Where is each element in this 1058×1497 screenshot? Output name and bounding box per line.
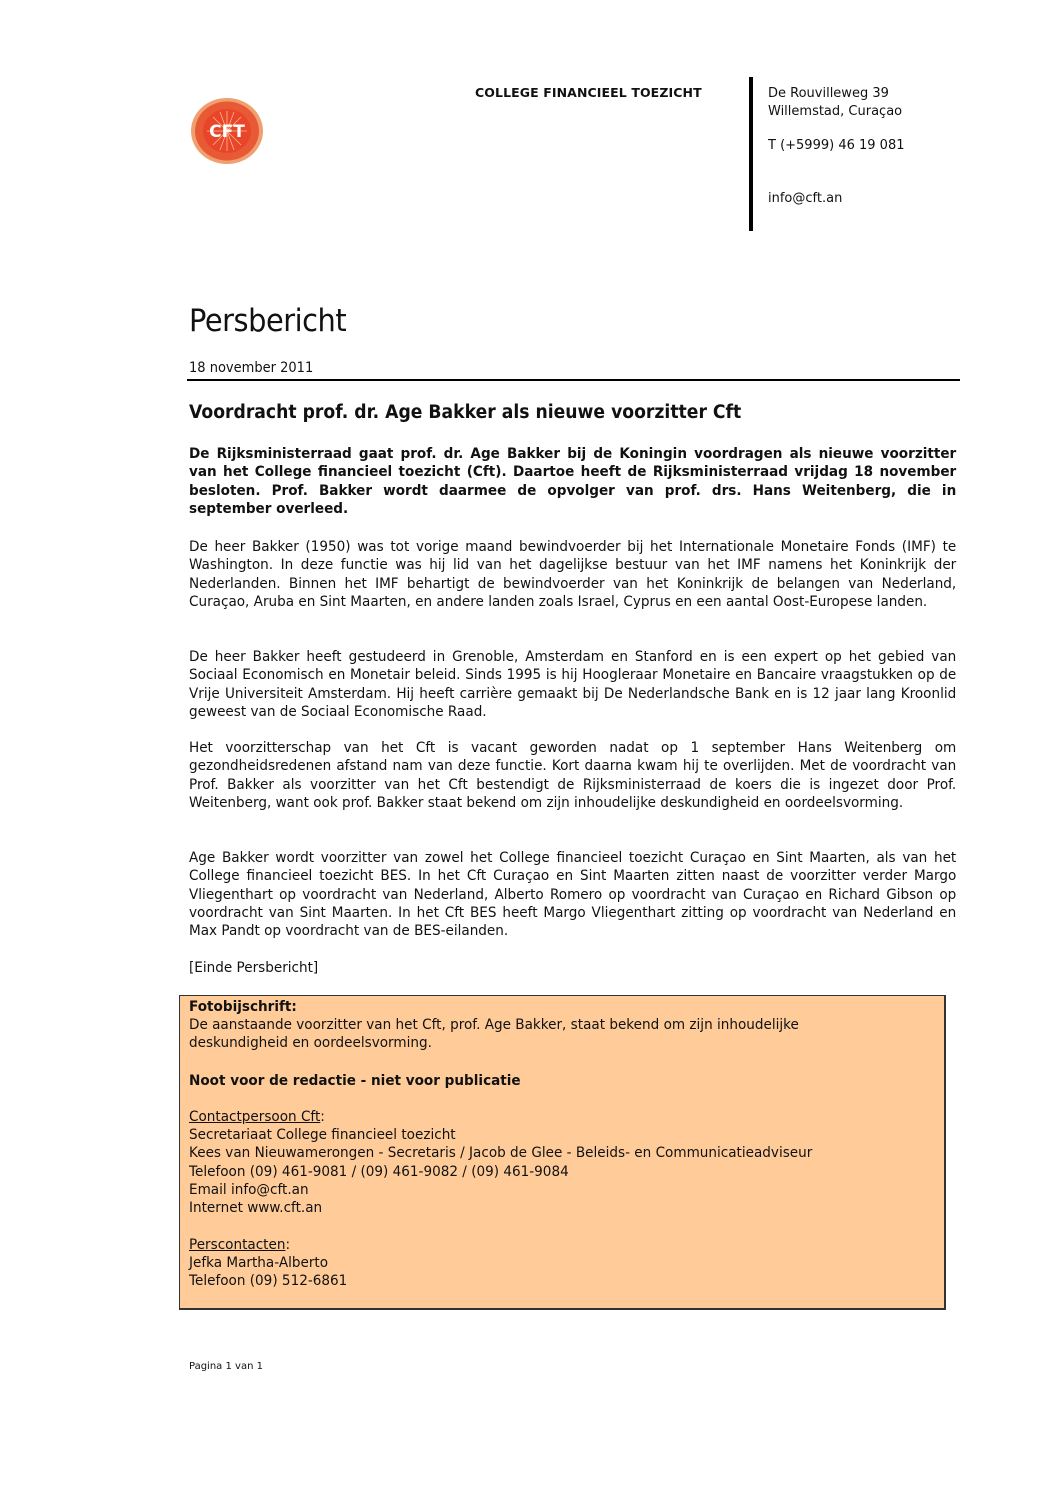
page-title: Persbericht <box>189 303 347 339</box>
page-number: Pagina 1 van 1 <box>189 1361 263 1372</box>
press-line: Jefka Martha-Alberto <box>189 1254 329 1271</box>
press-heading <box>189 1236 290 1254</box>
title-rule <box>187 379 960 381</box>
header-phone: T (+5999) 46 19 081 <box>768 138 905 153</box>
caption-label: Fotobijschrift: <box>189 998 297 1015</box>
cft-logo <box>190 97 264 165</box>
body-paragraph: Age Bakker wordt voorzitter van zowel het College financieel toezicht Curaçao en Sint Maarten, als van het College financieel toezicht BES. In het Cft Curaçao en Sint Maarten zitten naast de voorzitter verder Margo Vliegenthart op voordracht van Nederland, Alberto Romero op voordracht van Curaçao en Richard Gibson op voordracht van Sint Maarten. In het Cft BES heeft Margo Vliegenthart zitting op voordracht van Nederland en Max Pandt op voordracht van de BES-eilanden. <box>189 849 957 940</box>
headline: Voordracht prof. dr. Age Bakker als nieuwe voorzitter Cft <box>189 402 742 423</box>
header-divider <box>749 77 753 231</box>
contact-line: Telefoon (09) 461-9081 / (09) 461-9082 / (09) 461-9084 <box>189 1163 569 1180</box>
press-colon: : <box>285 1236 291 1253</box>
address-street: De Rouvilleweg 39 <box>768 86 889 101</box>
contact-website: Internet www.cft.an <box>189 1199 323 1216</box>
press-line: Telefoon (09) 512-6861 <box>189 1272 348 1289</box>
press-label: Perscontacten <box>189 1236 286 1253</box>
body-paragraph: Het voorzitterschap van het Cft is vacant geworden nadat op 1 september Hans Weitenberg om gezondheidsredenen afstand nam van deze functie. Kort daarna kwam hij te overlijden. Met de voordracht van Prof. Bakker als voorzitter van het Cft bestendigt de Rijksministerraad de koers die is ingezet door Prof. Weitenberg, want ook prof. Bakker staat bekend om zijn inhoudelijke deskundigheid en oordeelsvorming. <box>189 739 957 811</box>
body-paragraph: De heer Bakker (1950) was tot vorige maand bewindvoerder bij het Internationale Monetaire Fonds (IMF) te Washington. In deze functie was hij lid van het dagelijkse bestuur van het IMF namens het Koninkrijk der Nederlanden. Binnen het IMF behartigt de bewindvoerder van het Koninkrijk de belangen van Nederland, Curaçao, Aruba en Sint Maarten, en andere landen zoals Israel, Cyprus en een aantal Oost-Europese landen. <box>189 538 957 610</box>
contact-label: Contactpersoon Cft <box>189 1108 321 1125</box>
svg-text:CFT: CFT <box>209 122 245 142</box>
contact-heading <box>189 1108 325 1126</box>
address-city: Willemstad, Curaçao <box>768 104 903 119</box>
document-date: 18 november 2011 <box>189 360 314 376</box>
end-marker: [Einde Persbericht] <box>189 959 319 976</box>
contact-line: Secretariaat College financieel toezicht <box>189 1126 456 1143</box>
lead-paragraph: De Rijksministerraad gaat prof. dr. Age Bakker bij de Koningin voordragen als nieuwe voorzitter van het College financieel toezicht (Cft). Daartoe heeft de Rijksministerraad vrijdag 18 november besloten. Prof. Bakker wordt daarmee de opvolger van prof. drs. Hans Weitenberg, die in september overleed. <box>189 445 957 517</box>
contact-email: Email info@cft.an <box>189 1181 309 1198</box>
caption-line: deskundigheid en oordeelsvorming. <box>189 1034 432 1051</box>
contact-line: Kees van Nieuwamerongen - Secretaris / Jacob de Glee - Beleids- en Communicatieadviseur <box>189 1144 813 1161</box>
organization-name: COLLEGE FINANCIEEL TOEZICHT <box>475 85 702 100</box>
header-email[interactable]: info@cft.an <box>768 191 843 206</box>
caption-line: De aanstaande voorzitter van het Cft, prof. Age Bakker, staat bekend om zijn inhoudelijke <box>189 1016 799 1033</box>
cft-seal-icon <box>190 97 264 165</box>
contact-colon: : <box>320 1108 325 1125</box>
body-paragraph: De heer Bakker heeft gestudeerd in Grenoble, Amsterdam en Stanford en is een expert op het gebied van Sociaal Economisch en Monetair beleid. Sinds 1995 is hij Hoogleraar Monetaire en Bancaire vraagstukken op de Vrije Universiteit Amsterdam. Hij heeft carrière gemaakt bij De Nederlandsche Bank en is 12 jaar lang Kroonlid geweest van de Sociaal Economische Raad. <box>189 648 957 720</box>
editor-note: Noot voor de redactie - niet voor publicatie <box>189 1072 521 1089</box>
